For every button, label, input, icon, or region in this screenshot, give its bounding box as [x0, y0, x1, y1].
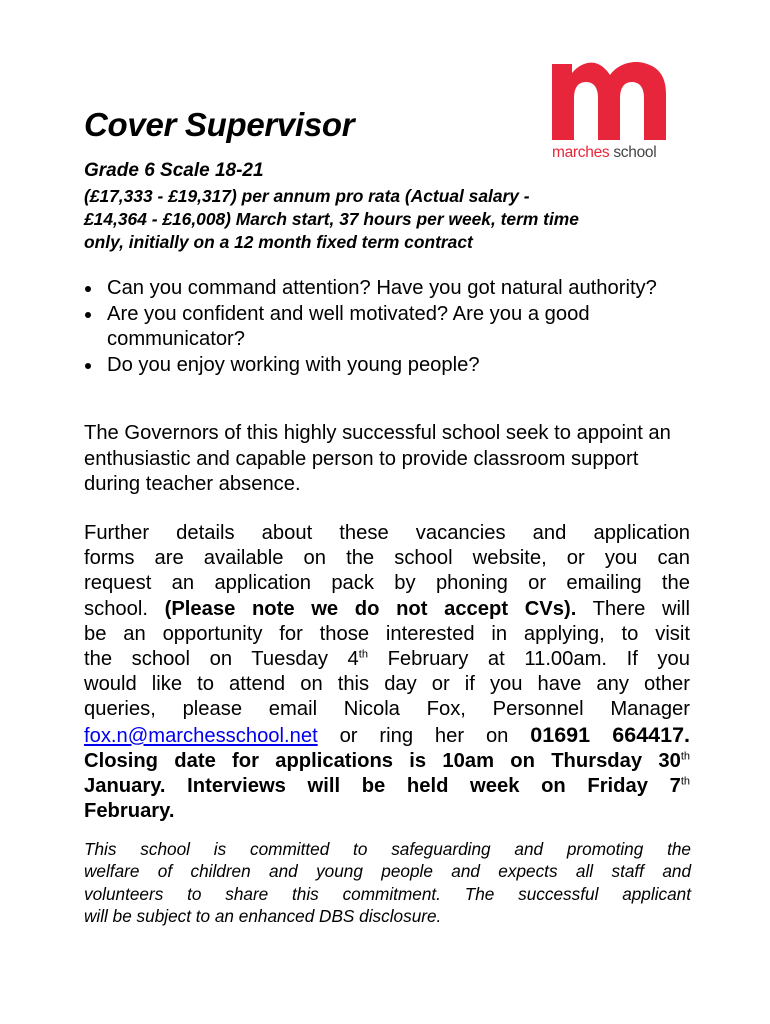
email-link[interactable]: fox.n@marchesschool.net: [84, 724, 318, 747]
interview-line-end: [84, 799, 690, 824]
bullet-icon: [85, 363, 91, 369]
salary-line: £14,364 - £16,008) March start, 37 hours per week, term time: [84, 209, 579, 229]
logo-school-word: school: [613, 144, 657, 161]
details-paragraph: [84, 521, 690, 824]
bullet-text: Do you enjoy working with young people?: [107, 353, 480, 376]
safeguarding-line: This school is committed to safeguarding and promoting the: [84, 839, 691, 859]
closing-date-line: [84, 749, 690, 774]
details-line: [84, 647, 690, 672]
marches-m-logo-icon: [552, 60, 668, 140]
details-line: [84, 597, 690, 622]
safeguarding-statement: [84, 838, 691, 927]
list-item: [84, 276, 684, 302]
details-text: February at 11.00am. If you: [387, 648, 690, 671]
logo-brand-word: marches: [552, 144, 610, 161]
details-text: or ring her on: [339, 724, 509, 747]
bullet-text: Can you command attention? Have you got natural authority?: [107, 277, 657, 299]
cv-note: (Please note we do not accept CVs).: [164, 597, 577, 620]
interview-text: January. Interviews will be held week on Friday 7: [84, 775, 681, 798]
safeguarding-line: will be subject to an enhanced DBS disclosure.: [84, 905, 442, 926]
list-item: [84, 302, 684, 353]
details-text: school.: [84, 597, 148, 620]
details-text: the school on Tuesday 4: [84, 648, 359, 671]
interview-text: February.: [84, 800, 175, 823]
details-line: [84, 723, 690, 749]
bullet-icon: [85, 312, 91, 318]
phone-number: 01691 664417.: [530, 722, 691, 747]
details-line: would like to attend on this day or if you have any other: [84, 673, 690, 696]
salary-line: only, initially on a 12 month fixed term contract: [84, 232, 473, 252]
question-list: [84, 276, 684, 378]
date-suffix: th: [680, 775, 690, 788]
bullet-icon: [85, 286, 91, 292]
logo-wordmark: [552, 144, 668, 162]
details-text: There will: [592, 597, 691, 620]
job-title: Cover Supervisor: [84, 106, 355, 143]
details-line: queries, please email Nicola Fox, Personnel Manager: [84, 698, 690, 721]
safeguarding-line: volunteers to share this commitment. The successful applicant: [84, 883, 691, 904]
grade-scale: Grade 6 Scale 18-21: [84, 160, 264, 181]
closing-date-text: Closing date for applications is 10am on Thursday 30: [84, 749, 681, 772]
details-line: request an application pack by phoning or emailing the: [84, 572, 690, 595]
intro-paragraph: The Governors of this highly successful school seek to appoint an enthusiastic and capable person to provide classroom support during teacher absence.: [84, 422, 671, 495]
date-suffix: th: [680, 750, 690, 763]
list-item: [84, 353, 684, 379]
salary-line: (£17,333 - £19,317) per annum pro rata (Actual salary -: [84, 186, 530, 206]
details-line: Further details about these vacancies and application: [84, 522, 690, 544]
interview-line: [84, 774, 690, 799]
safeguarding-line: welfare of children and young people and expects all staff and: [84, 861, 691, 882]
marches-school-logo: [552, 60, 668, 168]
salary-details: [84, 185, 704, 254]
bullet-text: Are you confident and well motivated? Are you a good communicator?: [107, 302, 590, 350]
date-suffix: th: [358, 648, 368, 661]
details-line: be an opportunity for those interested in applying, to visit: [84, 622, 690, 645]
details-line: forms are available on the school website, or you can: [84, 547, 690, 570]
